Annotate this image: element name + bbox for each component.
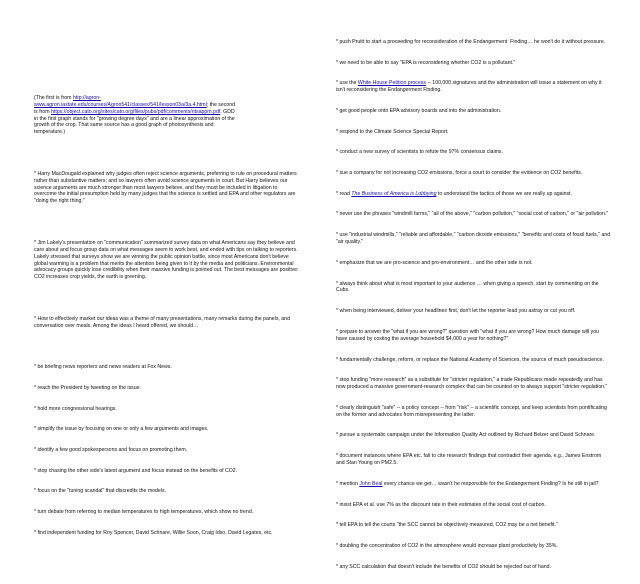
bullet-item: * respond to the Climate Science Special Report.	[336, 128, 449, 135]
bullet-item: * stop chasing the other side's latest argument and focus instead on the benefits of CO2.	[34, 467, 238, 474]
intro-text: (The first is from	[34, 94, 73, 101]
intro-text: temperature.)	[34, 129, 66, 136]
cato-link[interactable]: https://object.cato.org/sites/cato.org/files/pubs/pdf/comments/ntsappm.pdf	[51, 108, 221, 115]
bullet-text: to understand the tactics of those we are really up against.	[436, 190, 572, 197]
bullet-item: * reach the President by tweeting on the issue.	[34, 384, 141, 391]
intro-paragraph	[34, 95, 300, 136]
bullet-item: * find independent funding for Roy Spencer, David Schnare, Willie Soon, Craig Idso, David Legates, etc.	[34, 529, 273, 536]
bullet-item: * emphasize that we are pro-science and pro-environment… and the other side is not.	[336, 259, 533, 266]
bullet-item: * stop funding "more research" as a substitute for "stricter regulation," a trade Republicans made repeatedly and has now produced a massive government-research complex that can be counted on to always support "stricter regulation."	[336, 377, 608, 391]
bullet-text: * use the	[336, 80, 358, 87]
lakely-paragraph: * Jim Lakely's presentation on "communication" summarized survey data on what Americans say they believe and care about and focus group data on what messages seem to work best, and ended with tips on talking to reporters. Lakely stressed that surveys show we are winning the public opinion battle, since most Americans don't believe global warming is a problem that merits the attention being given to it by the media and politicians. Environmental advocacy groups quickly lose credibility when their massive funding is pointed out. The best messages are positive: CO2 increases crop yields, the earth is greening.	[34, 239, 301, 281]
bullet-item: * tell EPA to tell the courts "the SCC cannot be objectively measured, CO2 may be a net benefit."	[336, 522, 558, 529]
bullet-item: * identify a few good spokespersons and focus on promoting them.	[34, 446, 188, 453]
left-column	[34, 81, 300, 551]
right-column	[336, 25, 611, 584]
bullet-item: * insist EPA et al. use 7% as the discount rate in their estimates of the social cost of carbon.	[336, 501, 546, 508]
bullet-item: * document instances where EPA etc. fail to cite research findings that contradict their agenda, e.g., James Enstrom and Stan Young on PM2.5.	[336, 453, 603, 467]
bullet-item: * when being interviewed, deliver your headlines first, don't let the reporter lead you astray or cut you off.	[336, 308, 576, 315]
bullet-item: * pursue a systematic campaign under the Information Quality Act outlined by Richard Belzer and David Schnare.	[336, 432, 596, 439]
bullet-text: * read	[336, 190, 352, 197]
bullet-item: * prepare to answer the "what if you are wrong?" question with "what if you are wrong? How much damage will you have caused by costing the average household $4,000 a year for nothing?"	[336, 328, 601, 342]
bullet-item: * conduct a new survey of scientists to refute the 97% consensus claims.	[336, 149, 503, 156]
bullet-item: * focus on the "tuning scandal" that discredits the models.	[34, 488, 167, 495]
bullet-item: * be briefing news reporters and news readers at Fox News.	[34, 364, 172, 371]
white-house-petition-link[interactable]: White House Petition process	[357, 80, 426, 87]
bullet-item: * doubling the concentration of CO2 in the atmosphere would increase plant productivity by 35%.	[336, 542, 558, 549]
bullet-item: * get good people onto EPA advisory boards and into the administration.	[336, 107, 502, 114]
bullet-item: * any SCC calculation that doesn't include the benefits of CO2 should be rejected out of hand.	[336, 563, 551, 570]
bullet-item: * sue a company for not increasing CO2 emissions, force a court to consider the evidence on CO2 benefits.	[336, 170, 583, 177]
bullet-item: * simplify the issue by focusing on one or only a few arguments and images.	[34, 426, 209, 433]
agron-link[interactable]: http://agron-	[72, 94, 101, 101]
macdougald-paragraph: * Harry MacDougald explained why judges often reject science arguments, preferring to rule on procedural matters rather than substantive matters; and so lawyers often avoid science arguments in court. But Harry believes our science arguments are much stronger than most lawyers believe, and they must be included in litigation to overcome the initial presumption held by many judges that the science is settled and EPA and other regulators are "doing the right thing."	[34, 170, 299, 205]
bullet-item: * we need to be able to say "EPA is reconsidering whether CO2 is a pollutant."	[336, 59, 516, 66]
intro-text: in the first graph stands for "growing degree days" and are a linear approximation of the	[34, 115, 235, 122]
lobbying-book-link[interactable]: The Business of America is Lobbying	[351, 190, 437, 197]
intro-text: is from	[34, 108, 52, 115]
intro-text: ; the second	[206, 101, 235, 108]
bullet-item	[336, 191, 611, 198]
agron-link-cont[interactable]: www.agron.iastate.edu/courses/Agron541/classes/541/lesson03a/3a.4.html	[34, 101, 207, 108]
intro-text: . GDD	[220, 108, 235, 115]
marketing-paragraph: * How to effectively market our ideas was a theme of many presentations, many remarks during the panels, and conversation over meals. Among the ideas I heard offered, we should…	[34, 315, 292, 329]
bullet-item: * use "industrial windmills," "reliable and affordable," "carbon dioxide emissions," "benefits and costs of fossil fuels," and "air quality."	[336, 232, 612, 246]
bullet-item	[336, 80, 611, 94]
john-beal-link[interactable]: John Beal	[359, 480, 383, 487]
intro-text: growth of the crop. That same source has a good graph of photosynthesis and	[34, 122, 214, 129]
bullet-item: * always think about what is most important to your audience … when giving a speech, start by commenting on the Cubs.	[336, 280, 601, 294]
bullet-item	[336, 481, 611, 488]
bullet-item: * clearly distinguish "safe" -- a policy concept -- from "risk" -- a scientific concept, and keep scientists from pontificating on the former and advocates from misrepresenting the latter.	[336, 404, 609, 418]
bullet-text: -- 100,000 signatures and the administration will issue a statement on why it isn't reconsidering the Endangerment Finding.	[336, 80, 604, 94]
bullet-item: * turn debate from referring to median temperatures to high temperatures, which show no trend.	[34, 509, 254, 516]
bullet-item: * never use the phrases "windmill farms," "all of the above," "carbon pollution," "social cost of carbon," or "air pollution."	[336, 211, 609, 218]
bullet-item: * fundamentally challenge, reform, or replace the National Academy of Sciences, the source of much pseudoscience.	[336, 356, 604, 363]
bullet-text: * mention	[336, 480, 360, 487]
bullet-item: * hold more congressional hearings.	[34, 405, 117, 412]
bullet-text: every chance we get… wasn't he responsible for the Endangerment Finding? Is he still in jail?	[382, 480, 599, 487]
bullet-item: * push Pruitt to start a proceeding for reconsideration of the Endangerment Finding… he won't do it without pressure.	[336, 38, 606, 45]
